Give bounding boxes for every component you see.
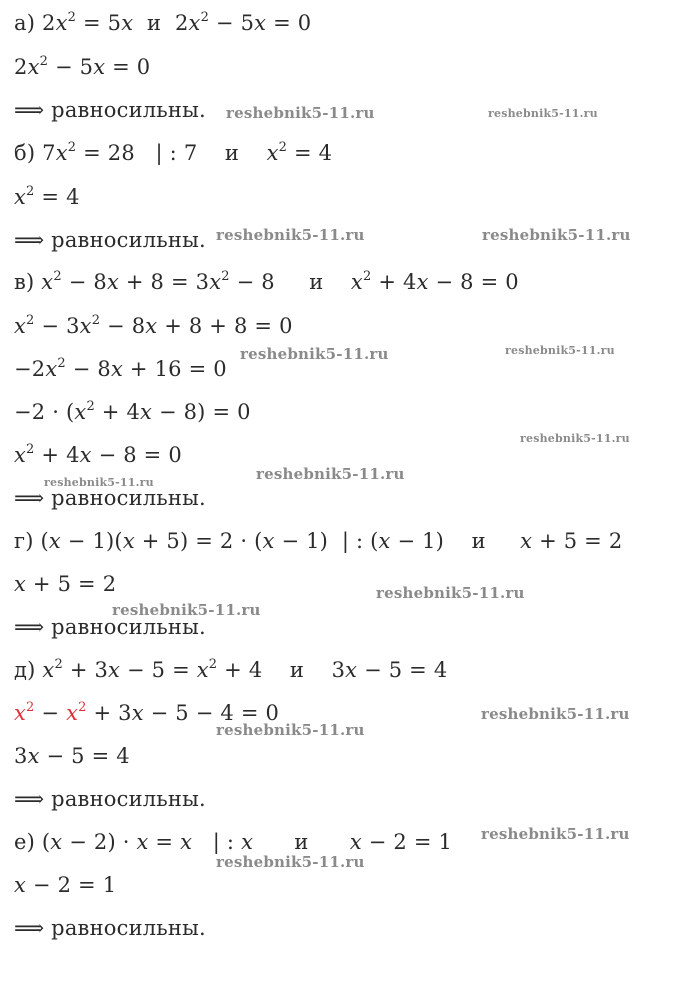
problem-b-statement: б) $7x^2 = 28$ | : 7 и $x^2 = 4$ <box>14 140 333 165</box>
watermark: reshebnik5-11.ru <box>216 226 365 244</box>
watermark: reshebnik5-11.ru <box>216 721 365 739</box>
problem-d-conclusion: ⟹ равносильны. <box>14 787 206 811</box>
problem-g-statement: г) (x − 1)(x + 5) = 2 · (x − 1) | : (x − 1) и x + 5 = 2 <box>14 529 623 553</box>
problem-v-conclusion: ⟹ равносильны. <box>14 486 206 510</box>
problem-d-step-1: $x^2 - x^2 + 3x - 5 - 4 = 0$ <box>14 700 280 725</box>
problem-v-step-1: $x^2 - 3x^2 - 8x + 8 + 8 = 0$ <box>14 313 293 338</box>
watermark: reshebnik5-11.ru <box>112 601 261 619</box>
watermark: reshebnik5-11.ru <box>505 344 615 357</box>
problem-a-conclusion: ⟹ равносильны. <box>14 98 206 122</box>
problem-d-step-2: 3x − 5 = 4 <box>14 744 130 768</box>
problem-g-step: x + 5 = 2 <box>14 572 117 596</box>
watermark: reshebnik5-11.ru <box>240 345 389 363</box>
watermark: reshebnik5-11.ru <box>226 104 375 122</box>
problem-b-conclusion: ⟹ равносильны. <box>14 228 206 252</box>
watermark: reshebnik5-11.ru <box>44 476 154 489</box>
problem-v-step-4: $x^2 + 4x - 8 = 0$ <box>14 442 182 467</box>
watermark: reshebnik5-11.ru <box>488 107 598 120</box>
cancelled-term: $x^2$ <box>66 700 87 725</box>
problem-a-step: $2x^2 - 5x = 0$ <box>14 54 151 79</box>
watermark: reshebnik5-11.ru <box>376 584 525 602</box>
problem-a-statement: а) $2x^2 = 5x$ и $2x^2 - 5x = 0$ <box>14 10 312 35</box>
problem-e-conclusion: ⟹ равносильны. <box>14 916 206 940</box>
problem-d-statement: д) $x^2 + 3x - 5 = x^2 + 4$ и 3x − 5 = 4 <box>14 657 448 682</box>
problem-e-step: x − 2 = 1 <box>14 873 117 897</box>
problem-e-statement: е) (x − 2) · x = x | : x и x − 2 = 1 <box>14 830 453 854</box>
watermark: reshebnik5-11.ru <box>482 226 631 244</box>
problem-b-step: $x^2 = 4$ <box>14 184 80 209</box>
watermark: reshebnik5-11.ru <box>256 465 405 483</box>
watermark: reshebnik5-11.ru <box>216 853 365 871</box>
problem-v-statement: в) $x^2 - 8x + 8 = 3x^2 - 8$ и $x^2 + 4x - 8 = 0$ <box>14 269 519 294</box>
cancelled-term: $x^2$ <box>14 700 35 725</box>
watermark: reshebnik5-11.ru <box>520 432 630 445</box>
watermark: reshebnik5-11.ru <box>481 825 630 843</box>
problem-g-conclusion: ⟹ равносильны. <box>14 615 206 639</box>
problem-v-step-3: $-2 \cdot (x^2 + 4x - 8) = 0$ <box>14 399 251 424</box>
problem-v-step-2: $-2x^2 - 8x + 16 = 0$ <box>14 356 227 381</box>
watermark: reshebnik5-11.ru <box>481 705 630 723</box>
